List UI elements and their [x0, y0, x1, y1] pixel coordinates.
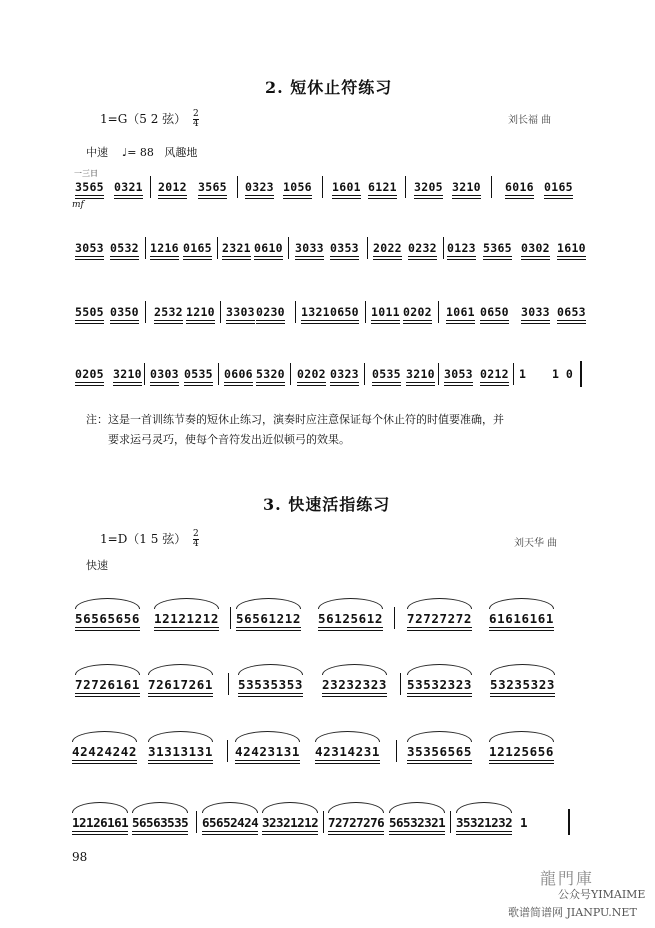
slur	[154, 598, 219, 609]
note-group: 56565656	[75, 611, 140, 628]
page-number: 98	[72, 850, 88, 864]
barline	[144, 363, 145, 385]
barline	[491, 176, 492, 198]
note-group: 53532323	[407, 677, 472, 694]
score-row-3	[70, 305, 590, 335]
note-group: 0353	[330, 241, 359, 255]
note-group: 6121	[368, 180, 397, 194]
note-group: 42424242	[72, 744, 137, 761]
slur	[262, 802, 318, 813]
watermark-line-1: 公众号YIMAIME	[558, 888, 646, 901]
note-group: 0606	[224, 367, 253, 381]
note-group: 3053	[444, 367, 473, 381]
barline	[450, 811, 451, 833]
barline	[365, 301, 366, 323]
note-group: 23232323	[322, 677, 387, 694]
barline	[218, 363, 219, 385]
end-barline	[580, 361, 582, 387]
note-group: 2532	[154, 305, 183, 319]
section-title-2: 2. 短休止符练习	[265, 78, 393, 97]
note-group: 3303	[226, 305, 255, 319]
barline	[400, 673, 401, 695]
score-row-2	[70, 241, 590, 271]
barline	[438, 301, 439, 323]
note-group: 5320	[256, 367, 285, 381]
note-group: 1056	[283, 180, 312, 194]
barline	[227, 740, 228, 762]
slur	[328, 802, 384, 813]
note-group: 53235323	[490, 677, 555, 694]
slur	[489, 598, 554, 609]
slur	[389, 802, 445, 813]
barline	[323, 811, 324, 833]
note-group: 0165	[183, 241, 212, 255]
barline	[145, 237, 146, 259]
barline	[230, 607, 231, 629]
note-group: 3205	[414, 180, 443, 194]
note-group: 3053	[75, 241, 104, 255]
slur	[456, 802, 512, 813]
note-group: 0202	[403, 305, 432, 319]
note-group: 2022	[373, 241, 402, 255]
note-group: 0323	[330, 367, 359, 381]
note-group: 0232	[408, 241, 437, 255]
note-group: 0610	[254, 241, 283, 255]
slur	[407, 598, 472, 609]
barline	[217, 237, 218, 259]
note-group: 56125612	[318, 611, 383, 628]
tempo-word: 中速	[86, 146, 108, 159]
final-note: 1	[520, 815, 528, 830]
note-group: 12121212	[154, 611, 219, 628]
note-group: 1610	[557, 241, 586, 255]
composer-credit-2: 刘长福 曲	[508, 115, 552, 126]
note-group: 0205	[75, 367, 104, 381]
note-group: 2012	[158, 180, 187, 194]
note-group: 56563535	[132, 815, 188, 832]
barline	[438, 363, 439, 385]
note-group: 42423131	[235, 744, 300, 761]
key-text: 1=D（1 5 弦）	[100, 532, 187, 546]
note-line-2: 要求运弓灵巧，使每个音符发出近似顿弓的效果。	[108, 433, 350, 446]
note-group: 1601	[332, 180, 361, 194]
slur	[490, 664, 555, 675]
key-signature-2	[100, 110, 199, 129]
slur	[322, 664, 387, 675]
note-group: 1011	[371, 305, 400, 319]
barline	[150, 176, 151, 198]
tempo-mark: ♩= 88	[122, 146, 154, 159]
note-group: 3033	[295, 241, 324, 255]
note-group: 56561212	[236, 611, 301, 628]
slur	[72, 802, 128, 813]
slur	[315, 731, 380, 742]
slur	[235, 731, 300, 742]
key-signature-3	[100, 530, 199, 549]
fast-row-4	[70, 815, 590, 845]
note-group: 72727272	[407, 611, 472, 628]
note-group: 0653	[557, 305, 586, 319]
note-group: 72727276	[328, 815, 384, 832]
note-line-1: 注：这是一首训练节奏的短休止练习，演奏时应注意保证每个休止符的时值要准确，并	[86, 413, 504, 426]
note-group: 1321	[301, 305, 330, 319]
note-group: 0535	[372, 367, 401, 381]
note-group: 5365	[483, 241, 512, 255]
note-group: 0302	[521, 241, 550, 255]
slur	[407, 731, 472, 742]
note-group: 0230	[256, 305, 285, 319]
note-group: 42314231	[315, 744, 380, 761]
note-group: 0650	[330, 305, 359, 319]
barline	[295, 301, 296, 323]
note-group: 3210	[452, 180, 481, 194]
fast-row-3	[70, 744, 590, 774]
note-group: 65652424	[202, 815, 258, 832]
note-group: 0202	[297, 367, 326, 381]
note-group: 2321	[222, 241, 251, 255]
barline	[513, 363, 514, 385]
fingering-mark: 一三日	[74, 169, 98, 178]
dynamic-mark: mf	[72, 200, 84, 210]
note-group: 3565	[75, 180, 104, 194]
barline	[367, 237, 368, 259]
slur	[75, 664, 140, 675]
note-group: 72617261	[148, 677, 213, 694]
final-note: 1	[519, 367, 526, 381]
note-group: 3210	[113, 367, 142, 381]
watermark-line-2: 歌谱简谱网 JIANPU.NET	[508, 906, 637, 919]
slur	[148, 664, 213, 675]
slur	[236, 598, 301, 609]
slur	[407, 664, 472, 675]
note-group: 0350	[110, 305, 139, 319]
barline	[237, 176, 238, 198]
note-group: 35356565	[407, 744, 472, 761]
note-group: 0532	[110, 241, 139, 255]
note-group: 0123	[447, 241, 476, 255]
note-group: 12126161	[72, 815, 128, 832]
note-group: 61616161	[489, 611, 554, 628]
fast-row-2	[70, 677, 590, 707]
composer-credit-3: 刘天华 曲	[514, 538, 558, 549]
note-group: 0535	[184, 367, 213, 381]
time-signature: $\frac{2}{4}$	[193, 109, 199, 129]
note-group: 56532321	[389, 815, 445, 832]
barline	[290, 363, 291, 385]
note-group: 35321232	[456, 815, 512, 832]
barline	[196, 811, 197, 833]
time-signature: $\frac{2}{4}$	[193, 529, 199, 549]
slur	[132, 802, 188, 813]
note-group: 6016	[505, 180, 534, 194]
barline	[364, 363, 365, 385]
tempo-line-2	[86, 144, 197, 160]
barline	[145, 301, 146, 323]
note-group: 32321212	[262, 815, 318, 832]
section-title-3: 3. 快速活指练习	[263, 495, 391, 514]
tempo-word-3: 快速	[86, 559, 108, 572]
fast-row-1	[70, 611, 590, 641]
slur	[202, 802, 258, 813]
note-group: 0303	[150, 367, 179, 381]
note-group: 1061	[446, 305, 475, 319]
note-group: 0321	[114, 180, 143, 194]
note-group: 72726161	[75, 677, 140, 694]
note-group: 5505	[75, 305, 104, 319]
note-group: 3210	[406, 367, 435, 381]
note-group: 0323	[245, 180, 274, 194]
barline	[228, 673, 229, 695]
note-group: 31313131	[148, 744, 213, 761]
key-text: 1=G（5 2 弦）	[100, 112, 187, 126]
slur	[318, 598, 383, 609]
note-group: 53535353	[238, 677, 303, 694]
note-group: 1210	[186, 305, 215, 319]
barline	[394, 607, 395, 629]
slur	[72, 731, 137, 742]
slur	[238, 664, 303, 675]
slur	[489, 731, 554, 742]
watermark-logo: 龍門庫	[540, 869, 595, 888]
note-group: 0212	[480, 367, 509, 381]
note-group: 12125656	[489, 744, 554, 761]
note-group: 0165	[544, 180, 573, 194]
barline	[322, 176, 323, 198]
barline	[443, 237, 444, 259]
barline	[405, 176, 406, 198]
style-mark: 风趣地	[164, 146, 198, 159]
end-barline	[568, 809, 570, 835]
barline	[288, 237, 289, 259]
note-group: 1216	[150, 241, 179, 255]
slur	[148, 731, 213, 742]
note-group: 3033	[521, 305, 550, 319]
slur	[75, 598, 140, 609]
note-group: 3565	[198, 180, 227, 194]
score-row-1	[70, 180, 590, 210]
barline	[396, 740, 397, 762]
barline	[220, 301, 221, 323]
final-note: 1 0	[552, 367, 573, 381]
score-row-4	[70, 367, 590, 397]
note-group: 0650	[480, 305, 509, 319]
